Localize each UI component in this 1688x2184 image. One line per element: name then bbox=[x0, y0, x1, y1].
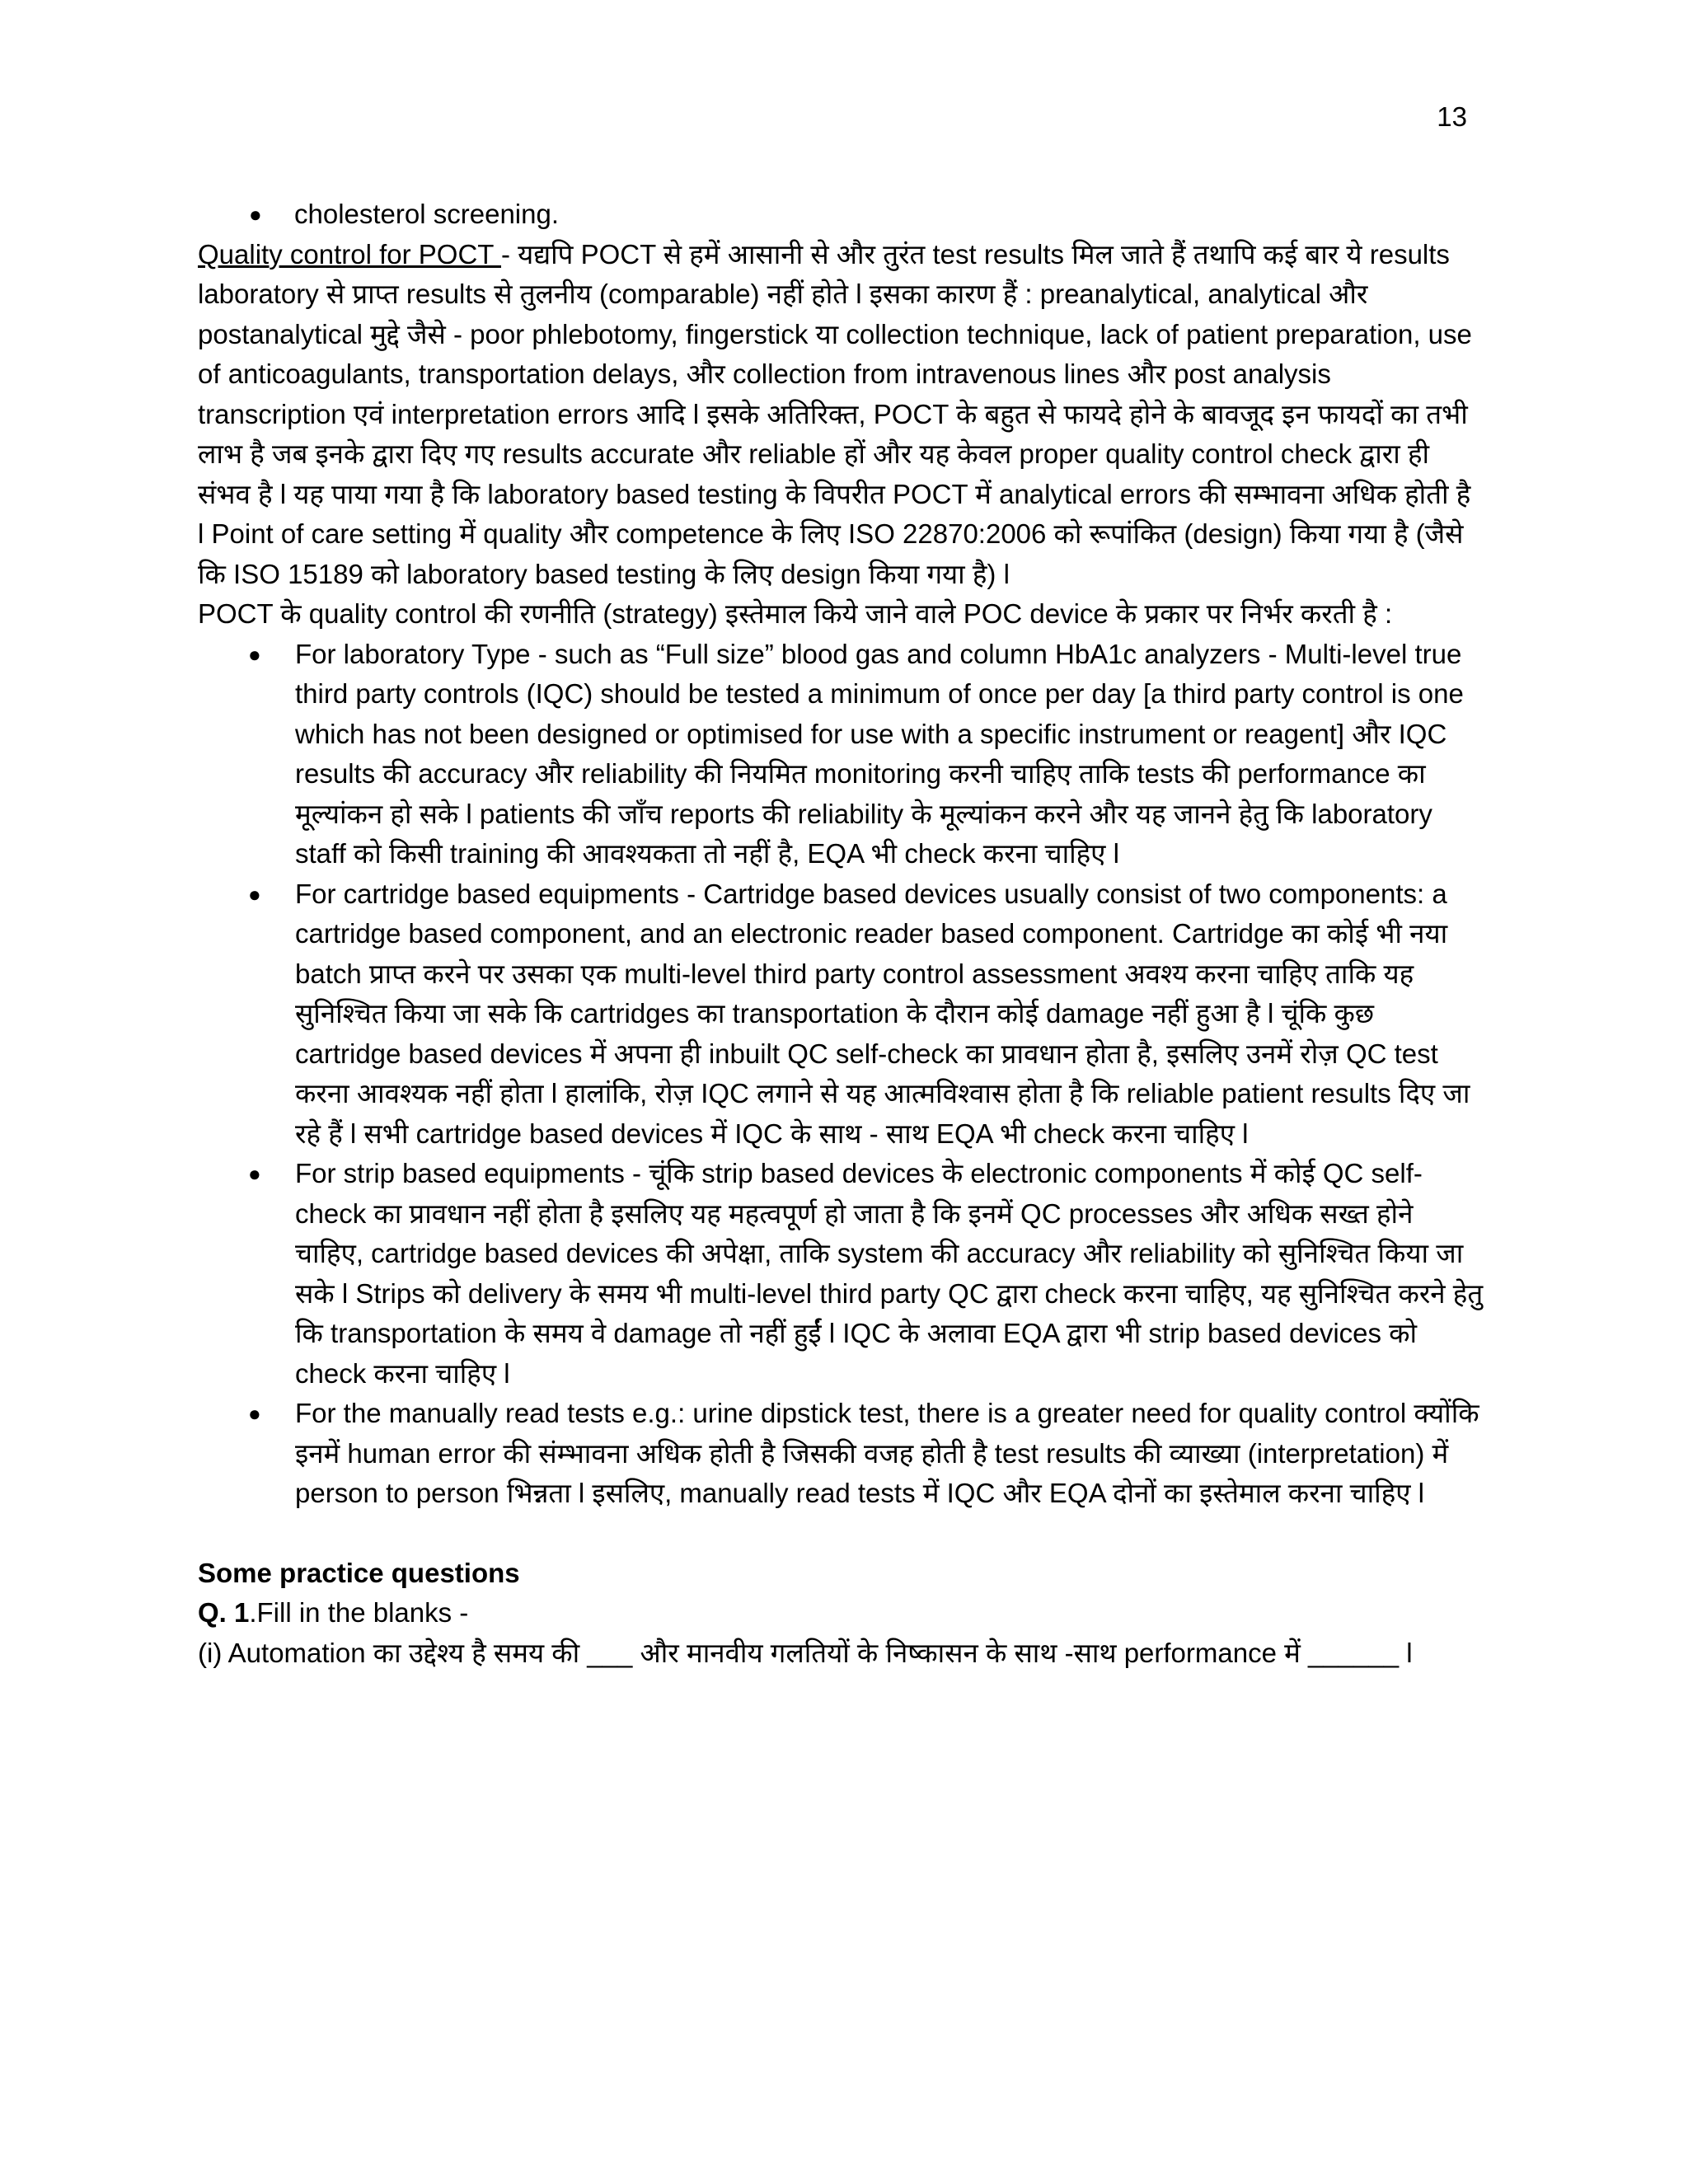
strategy-paragraph: POCT के quality control की रणनीति (strategy) इस्तेमाल किये जाने वाले POC device के प्रकार पर निर्भर करती है : bbox=[198, 598, 1393, 629]
bullet-dot-icon: ● bbox=[248, 1401, 261, 1426]
top-bullet-list bbox=[198, 194, 1484, 235]
question-text: .Fill in the blanks - bbox=[249, 1597, 469, 1628]
page-number: 13 bbox=[1437, 101, 1467, 132]
page-content bbox=[198, 194, 1484, 1673]
list-item-text: For cartridge based equipments - Cartridge based devices usually consist of two components: a cartridge based component, and an electronic reader based component. Cartridge का कोई भी नया batch प्राप्त करने पर उसका एक multi-level third party control assessment अवश्य करना चाहिए ताकि यह सुनिश्चित किया जा सके कि cartridges का transportation के दौरान कोई damage नहीं हुआ है l चूंकि कुछ cartridge based devices में अपना ही inbuilt QC self-check का प्रावधान होता है, इसलिए उनमें रोज़ QC test करना आवश्यक नहीं होता l हालांकि, रोज़ IQC लगाने से यह आत्मविश्वास होता है कि reliable patient results दिए जा रहे हैं l सभी cartridge based devices में IQC के साथ - साथ EQA भी check करना चाहिए l bbox=[295, 878, 1470, 1149]
list-item-text: For strip based equipments - चूंकि strip based devices के electronic components में कोई QC self-check का प्रावधान नहीं होता है इसलिए यह महत्वपूर्ण हो जाता है कि इनमें QC processes और अधिक सख्त होने चाहिए, cartridge based devices की अपेक्षा, ताकि system की accuracy और reliability को सुनिश्चित किया जा सके l Strips को delivery के समय भी multi-level third party QC द्वारा check करना चाहिए, यह सुनिश्चित करने हेतु कि transportation के समय वे damage तो नहीं हुईं l IQC के अलावा EQA द्वारा भी strip based devices को check करना चाहिए l bbox=[295, 1158, 1484, 1389]
question-label: Q. 1 bbox=[198, 1597, 250, 1628]
list-item-text: cholesterol screening. bbox=[294, 199, 560, 229]
qc-text: - यद्यपि POCT से हमें आसानी से और तुरंत test results मिल जाते हैं तथापि कई बार ये results laboratory से प्राप्त results से तुलनीय (comparable) नहीं होते l इसका कारण हैं : preanalytical, analytical और postanalytical मुद्दे जैसे - poor phlebotomy, fingerstick या collection technique, lack of patient preparation, use of anticoagulants, transportation delays, और collection from intravenous lines और post analysis transcription एवं interpretation errors आदि l इसके अतिरिक्त, POCT के बहुत से फायदे होने के बावजूद इन फायदों का तभी लाभ है जब इनके द्वारा दिए गए results accurate और reliable हों और यह केवल proper quality control check द्वारा ही संभव है l यह पाया गया है कि laboratory based testing के विपरीत POCT में analytical errors की सम्भावना अधिक होती है l Point of care setting में quality और competence के लिए ISO 22870:2006 को रूपांकित (design) किया गया है (जैसे कि ISO 15189 को laboratory based testing के लिए design किया गया है) l bbox=[198, 238, 1472, 589]
list-item bbox=[198, 1154, 1484, 1394]
spacer bbox=[198, 1514, 1484, 1554]
practice-heading: Some practice questions bbox=[198, 1557, 520, 1588]
list-item bbox=[198, 1394, 1484, 1514]
list-item-text: For the manually read tests e.g.: urine dipstick test, there is a greater need for quality control क्योंकि इनमें human error की संम्भावना अधिक होती है जिसकी वजह होती है test results की व्याख्या (interpretation) में person to person भिन्नता l इसलिए, manually read tests में IQC और EQA दोनों का इस्तेमाल करना चाहिए l bbox=[295, 1398, 1479, 1508]
list-item bbox=[198, 635, 1484, 874]
bullet-dot-icon: ● bbox=[248, 1161, 261, 1186]
qc-heading: Quality control for POCT bbox=[198, 238, 502, 269]
question-line bbox=[198, 1593, 1484, 1633]
bullet-dot-icon: ● bbox=[248, 641, 261, 667]
list-item-text: For laboratory Type - such as “Full size” blood gas and column HbA1c analyzers - Multi-level true third party controls (IQC) should be tested a minimum of once per day [a third party control is one which has not been designed or optimised for use with a specific instrument or reagent] और IQC results की accuracy और reliability की नियमित monitoring करनी चाहिए ताकि tests की performance का मूल्यांकन हो सके l patients की जाँच reports की reliability के मूल्यांकन करने और यह जानने हेतु कि laboratory staff को किसी training की आवश्यकता तो नहीं है, EQA भी check करना चाहिए l bbox=[295, 638, 1464, 869]
list-item bbox=[198, 194, 1484, 235]
bullet-dot-icon: ● bbox=[249, 202, 262, 227]
question-item: (i) Automation का उद्देश्य है समय की ___ और मानवीय गलतियों के निष्कासन के साथ -साथ performance में ______ l bbox=[198, 1637, 1413, 1668]
device-bullet-list bbox=[198, 635, 1484, 1514]
list-item bbox=[198, 874, 1484, 1155]
qc-paragraph bbox=[198, 235, 1484, 595]
bullet-dot-icon: ● bbox=[248, 881, 261, 907]
